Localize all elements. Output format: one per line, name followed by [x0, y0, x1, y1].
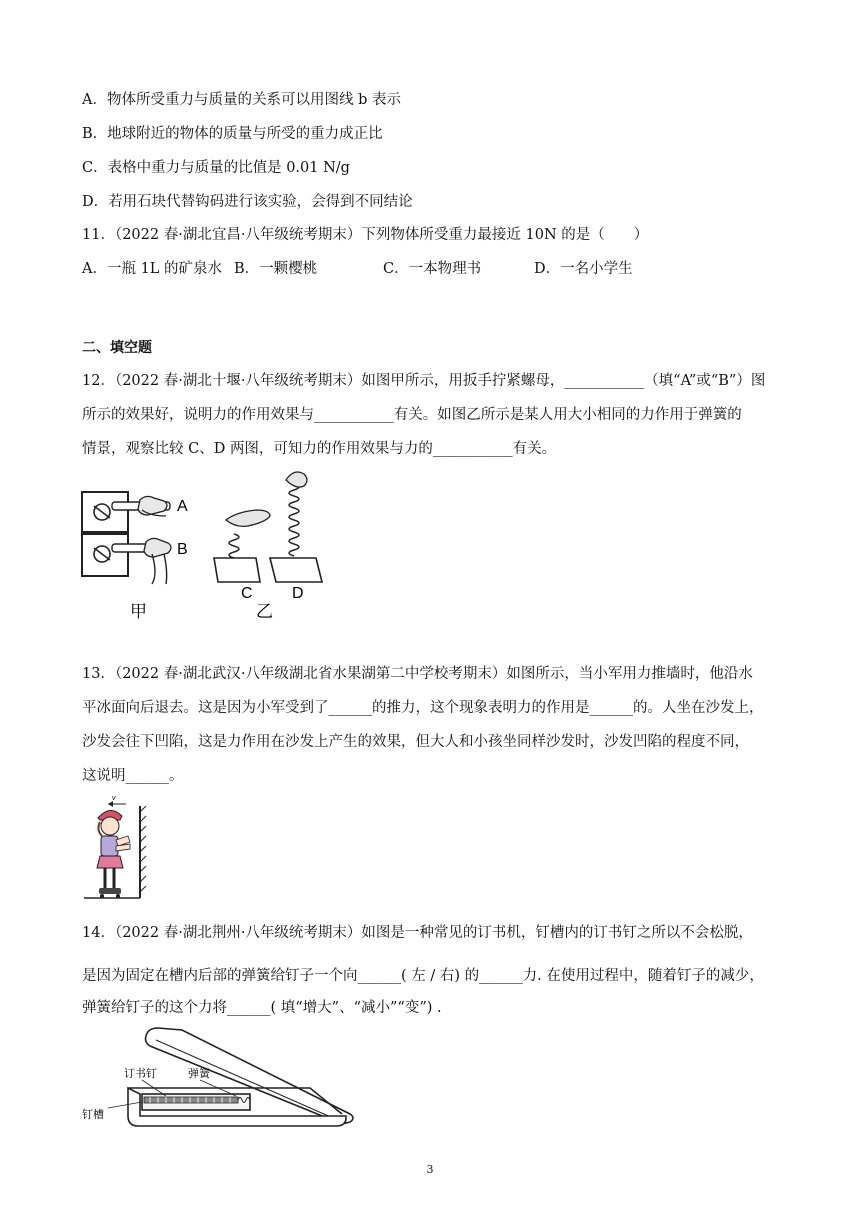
q14-line-3: 弹簧给钉子的这个力将______( 填“增大”、“减小”“变”) .: [82, 1000, 442, 1016]
q10-option-c: C．表格中重力与质量的比值是 0.01 N/g: [82, 160, 350, 176]
q11-option-a: A．一瓶 1L 的矿泉水: [82, 261, 223, 277]
q14-line-1: 14．（2022 春·湖北荆州·八年级统考期末）如图是一种常见的订书机，钉槽内的订书钉之所以不会松脱，: [82, 925, 753, 941]
q12-line-3: 情景，观察比较 C、D 两图，可知力的作用效果与力的___________有关。: [82, 441, 557, 457]
fig-label-a: A: [177, 498, 188, 515]
stapler-illustration: [128, 1028, 353, 1126]
q11-stem: 11．（2022 春·湖北宜昌·八年级统考期末）下列物体所受重力最接近 10N 的是（ ）: [82, 227, 649, 243]
fig-label-c: C: [241, 585, 253, 602]
wrench-a-illustration: [82, 492, 170, 532]
velocity-label: v: [112, 795, 116, 802]
q10-option-a: A．物体所受重力与质量的关系可以用图线 b 表示: [82, 92, 401, 108]
girl-illustration: [97, 810, 130, 898]
section-title: 二、填空题: [82, 340, 152, 356]
q12-figure: [80, 470, 340, 620]
q12-line-2: 所示的效果好，说明力的作用效果与___________有关。如图乙所示是某人用大小相同的力作用于弹簧的: [82, 407, 742, 423]
q13-figure: [82, 792, 154, 902]
fig-caption-jia: 甲: [130, 602, 147, 620]
q10-option-d: D．若用石块代替钩码进行该实验，会得到不同结论: [82, 194, 413, 210]
label-spring: 弹簧: [188, 1067, 210, 1080]
label-slot: 钉槽: [82, 1108, 104, 1121]
q10-option-b: B．地球附近的物体的质量与所受的重力成正比: [82, 126, 383, 142]
label-staples: 订书钉: [124, 1067, 157, 1080]
spring-d-illustration: [270, 472, 322, 582]
q13-line-1: 13．（2022 春·湖北武汉·八年级湖北省水果湖第二中学校考期末）如图所示，当小军用力推墙时，他沿水: [82, 666, 753, 682]
q13-line-3: 沙发会往下凹陷，这是力作用在沙发上产生的效果，但大人和小孩坐同样沙发时，沙发凹陷的程度不同，: [82, 734, 749, 750]
fig-label-b: B: [177, 541, 188, 558]
q11-option-c: C．一本物理书: [383, 261, 482, 277]
page-number: 3: [426, 1163, 434, 1176]
fig-caption-yi: 乙: [256, 602, 273, 620]
q11-option-d: D．一名小学生: [534, 261, 633, 277]
q14-line-2: 是因为固定在槽内后部的弹簧给钉子一个向______( 左 / 右) 的______力. 在使用过程中，随着钉子的减少，: [82, 968, 764, 984]
q14-figure: [80, 1018, 360, 1140]
q13-line-2: 平冰面向后退去。这是因为小军受到了______的推力，这个现象表明力的作用是______的。人坐在沙发上，: [82, 700, 764, 716]
q12-line-1: 12．（2022 春·湖北十堰·八年级统考期末）如图甲所示，用扳手拧紧螺母，___________（填“A”或“B”）图: [82, 373, 766, 389]
q13-line-4: 这说明______。: [82, 768, 184, 784]
spring-c-illustration: [214, 510, 270, 582]
wrench-b-illustration: [82, 534, 171, 584]
fig-label-d: D: [292, 585, 304, 602]
q11-option-b: B．一颗樱桃: [234, 261, 318, 277]
